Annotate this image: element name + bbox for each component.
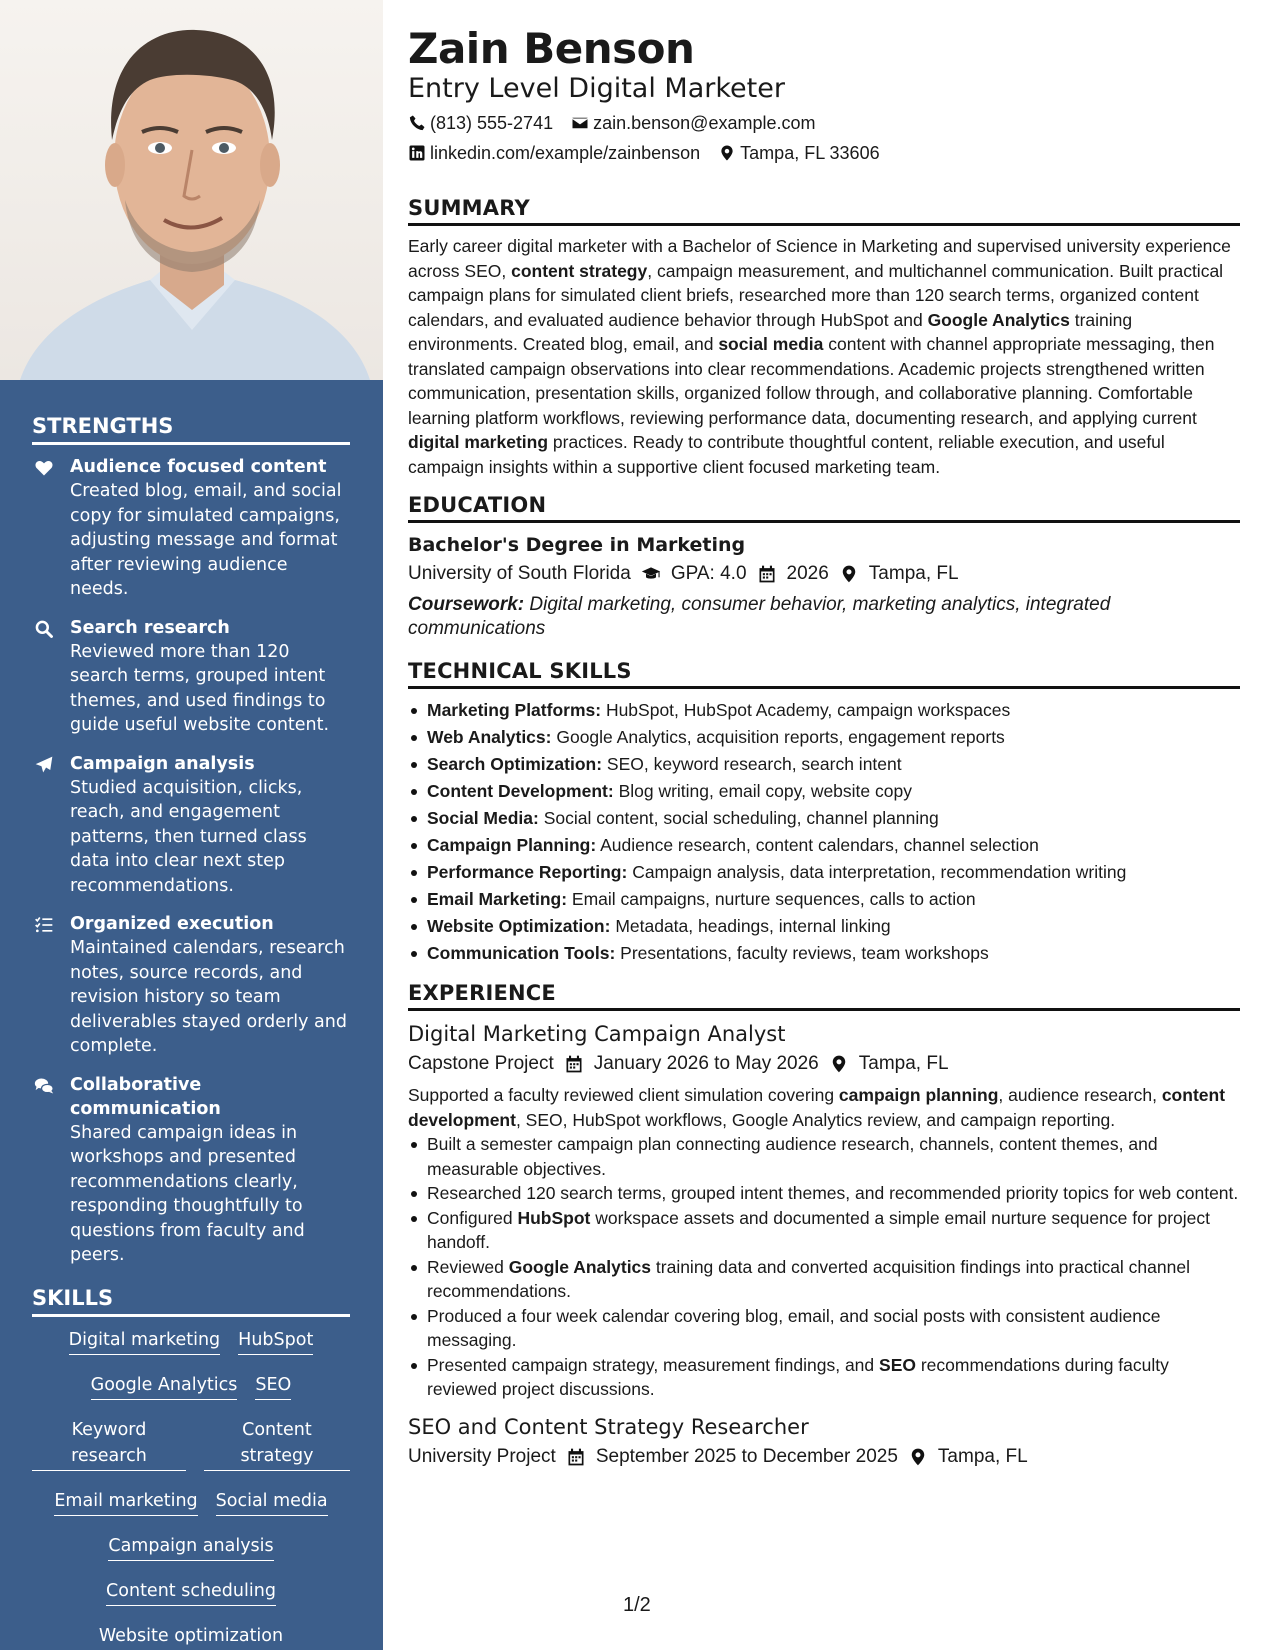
skill-tag: Content strategy (204, 1417, 350, 1471)
job-title: Digital Marketing Campaign Analyst (408, 1022, 786, 1046)
strength-desc: Created blog, email, and social copy for simulated campaigns, adjusting message and format after reviewing audience needs. (70, 481, 342, 599)
strength-desc: Reviewed more than 120 search terms, grouped intent themes, and used findings to guide useful website content. (70, 641, 330, 735)
location-pin-icon (829, 1054, 849, 1074)
school-location: Tampa, FL (868, 563, 959, 584)
gpa: GPA: 4.0 (670, 563, 747, 584)
strength-desc: Shared campaign ideas in workshops and presented recommendations clearly, responding thoughtfully to questions from faculty and peers. (70, 1122, 305, 1265)
list-item: Researched 120 search terms, grouped intent themes, and recommended priority topics for web content. (408, 1181, 1240, 1206)
phone-number: (813) 555-2741 (430, 113, 554, 133)
candidate-name: Zain Benson (408, 24, 695, 73)
skill-tag: Digital marketing (69, 1327, 220, 1355)
candidate-role: Entry Level Digital Marketer (408, 73, 785, 104)
strength-desc: Maintained calendars, research notes, source records, and revision history so team deliverables stayed orderly and complete. (70, 938, 347, 1056)
degree-title: Bachelor's Degree in Marketing (408, 534, 746, 556)
list-item: Campaign Planning: Audience research, content calendars, channel selection (408, 832, 1240, 859)
list-item: Built a semester campaign plan connecting audience research, channels, content themes, and measurable objectives. (408, 1132, 1240, 1181)
calendar-icon (566, 1447, 586, 1467)
list-item: Email Marketing: Email campaigns, nurture sequences, calls to action (408, 886, 1240, 913)
experience-heading: EXPERIENCE (408, 981, 1240, 1011)
skill-tag: Google Analytics (91, 1372, 238, 1400)
skill-tag: Email marketing (54, 1488, 197, 1516)
skill-tag: Social media (216, 1488, 328, 1516)
list-item: Performance Reporting: Campaign analysis, data interpretation, recommendation writing (408, 859, 1240, 886)
skill-tag: Website optimization (99, 1623, 283, 1650)
list-item: Content Development: Blog writing, email copy, website copy (408, 778, 1240, 805)
list-item: Reviewed Google Analytics training data and converted acquisition findings into practical channel recommendations. (408, 1255, 1240, 1304)
skills-list (32, 1327, 350, 1650)
heart-icon (34, 458, 54, 478)
job-meta (408, 1442, 1240, 1472)
job-location: Tampa, FL (858, 1053, 949, 1074)
calendar-icon (564, 1054, 584, 1074)
skill-tag: Content scheduling (106, 1578, 276, 1606)
location-pin-icon (908, 1447, 928, 1467)
strength-item (32, 752, 351, 899)
location-pin-icon (839, 564, 859, 584)
profile-photo (0, 0, 383, 380)
job-location: Tampa, FL (937, 1445, 1028, 1467)
summary-heading: SUMMARY (408, 196, 1240, 226)
skill-tag: SEO (255, 1372, 291, 1400)
job-org: University Project (408, 1445, 556, 1467)
strength-item (32, 1073, 351, 1268)
list-item: Configured HubSpot workspace assets and documented a simple email nurture sequence for project handoff. (408, 1206, 1240, 1255)
strength-item (32, 912, 351, 1059)
job-title: SEO and Content Strategy Researcher (408, 1414, 809, 1439)
skill-tag: Keyword research (32, 1417, 186, 1471)
strengths-heading: STRENGTHS (32, 414, 350, 445)
strength-desc: Studied acquisition, clicks, reach, and engagement patterns, then turned class data into clear next step recommendations. (70, 777, 307, 896)
contact-line (408, 140, 1240, 166)
strength-item (32, 455, 351, 602)
contact-line (408, 110, 1240, 136)
job-dates: September 2025 to December 2025 (595, 1445, 898, 1467)
location-pin-icon (718, 144, 736, 162)
graduation-year: 2026 (786, 563, 829, 584)
graduation-cap-icon (641, 564, 661, 584)
strength-title: Search research (70, 617, 230, 638)
main-content (408, 0, 1240, 1472)
technical-skills-heading: TECHNICAL SKILLS (408, 659, 1240, 689)
email-link[interactable]: zain.benson@example.com (593, 113, 816, 133)
strength-title: Organized execution (70, 914, 274, 934)
strength-title: Collaborative communication (70, 1074, 221, 1119)
list-item: Website Optimization: Metadata, headings, internal linking (408, 913, 1240, 940)
list-item: Web Analytics: Google Analytics, acquisition reports, engagement reports (408, 724, 1240, 751)
skill-tag: HubSpot (238, 1327, 313, 1355)
summary-text: Early career digital marketer with a Bachelor of Science in Marketing and supervised university experience across SEO, content strategy, campaign measurement, and multichannel communication. Built practical campaign plans for simulated client briefs, researched more than 120 search terms, organized content calendars, and evaluated audience behavior through HubSpot and Google Analytics training environments. Created blog, email, and social media content with channel appropriate messaging, then translated campaign observations into clear recommendations. Academic projects strengthened written communication, presentation skills, organized follow through, and collaborative planning. Comfortable learning platform workflows, reviewing performance data, documenting research, and applying current digital marketing practices. Ready to contribute thoughtful content, reliable execution, and useful campaign insights within a supportive client focused marketing team. (408, 236, 1231, 477)
education-heading: EDUCATION (408, 493, 1240, 523)
list-item: Marketing Platforms: HubSpot, HubSpot Academy, campaign workspaces (408, 697, 1240, 724)
skills-heading: SKILLS (32, 1286, 350, 1317)
list-item: Communication Tools: Presentations, faculty reviews, team workshops (408, 940, 1240, 967)
job-description: Supported a faculty reviewed client simulation covering campaign planning, audience research, content development, SEO, HubSpot workflows, Google Analytics review, and campaign reporting. (408, 1085, 1226, 1130)
list-item: Presented campaign strategy, measurement findings, and SEO recommendations during faculty reviewed project discussions. (408, 1353, 1240, 1402)
linkedin-icon (408, 144, 426, 162)
technical-skills-list (408, 697, 1240, 967)
list-item: Search Optimization: SEO, keyword research, search intent (408, 751, 1240, 778)
envelope-icon (571, 114, 589, 132)
calendar-icon (757, 564, 777, 584)
job-dates: January 2026 to May 2026 (593, 1053, 819, 1074)
address: Tampa, FL 33606 (740, 143, 880, 163)
search-icon (34, 619, 54, 639)
phone-icon (408, 114, 426, 132)
linkedin-link[interactable]: linkedin.com/example/zainbenson (430, 143, 701, 163)
strength-title: Campaign analysis (70, 753, 255, 774)
checklist-icon (34, 915, 54, 935)
job-meta (408, 1049, 1240, 1079)
strength-title: Audience focused content (70, 457, 327, 477)
list-item: Produced a four week calendar covering blog, email, and social posts with consistent audience messaging. (408, 1304, 1240, 1353)
sidebar (0, 0, 383, 1650)
paper-plane-icon (34, 755, 54, 775)
page-number: 1/2 (623, 1594, 651, 1616)
school-name: University of South Florida (408, 563, 631, 584)
list-item: Social Media: Social content, social scheduling, channel planning (408, 805, 1240, 832)
job-org: Capstone Project (408, 1053, 554, 1074)
skill-tag: Campaign analysis (108, 1533, 273, 1561)
education-meta (408, 559, 1240, 589)
job-bullets (408, 1132, 1240, 1402)
coursework: Coursework: Digital marketing, consumer behavior, marketing analytics, integrated communications (408, 594, 1111, 639)
strength-item (32, 616, 351, 738)
chat-bubbles-icon (34, 1076, 54, 1096)
